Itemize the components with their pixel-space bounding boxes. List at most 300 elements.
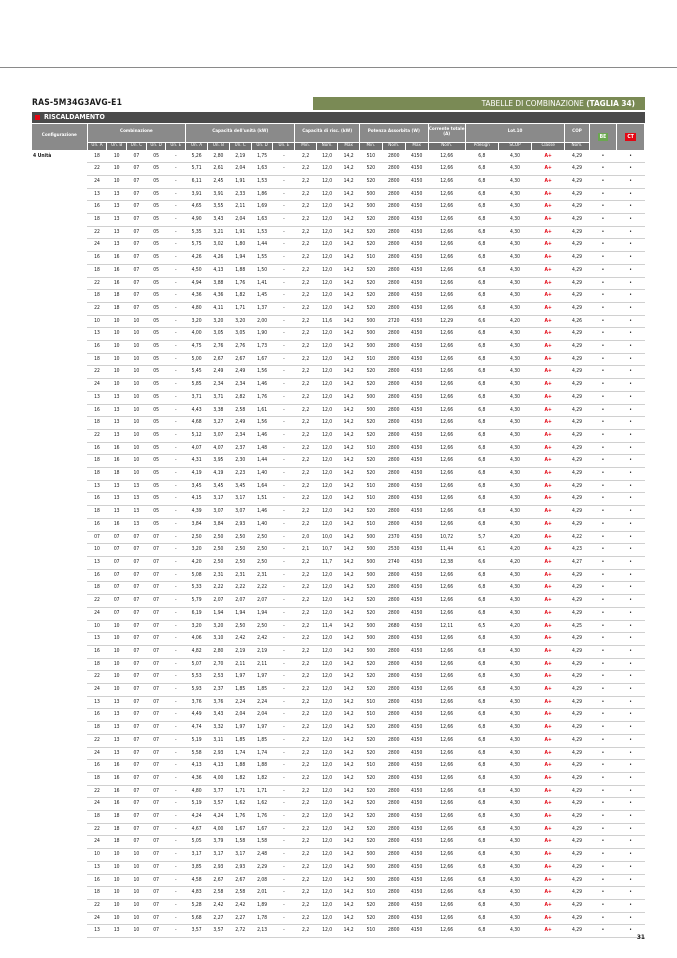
table-cell: 2,2 — [295, 417, 317, 430]
table-cell: 12,0 — [316, 671, 338, 684]
table-cell: 07 — [127, 811, 147, 824]
table-cell: 520 — [359, 671, 382, 684]
table-cell: • — [589, 645, 617, 658]
table-cell: 2,31 — [251, 569, 273, 582]
table-cell: 2,2 — [295, 429, 317, 442]
table-cell: 1,44 — [251, 455, 273, 468]
table-cell: 2,58 — [229, 404, 251, 417]
table-cell: 12,0 — [316, 239, 338, 252]
subheader-cell: Un. C — [127, 142, 147, 150]
table-cell: 520 — [359, 429, 382, 442]
subheader-cell: Un. E — [273, 142, 295, 150]
table-cell: 07 — [127, 175, 147, 188]
table-cell: 4,30 — [498, 633, 531, 646]
table-cell: 10 — [107, 620, 127, 633]
table-cell: 6,8 — [465, 912, 498, 925]
table-row — [32, 785, 645, 798]
table-cell: 4,26 — [208, 252, 230, 265]
energy-class-cell: A+ — [532, 341, 565, 354]
table-cell: 07 — [127, 582, 147, 595]
table-cell: - — [166, 214, 186, 227]
table-cell: 3,20 — [208, 620, 230, 633]
table-cell: 12,66 — [428, 175, 465, 188]
table-cell: - — [273, 290, 295, 303]
table-cell: 2800 — [382, 391, 405, 404]
table-cell: 4,30 — [498, 760, 531, 773]
table-row — [32, 912, 645, 925]
table-cell: 1,82 — [229, 772, 251, 785]
table-cell: 510 — [359, 442, 382, 455]
table-cell: 520 — [359, 277, 382, 290]
table-cell: 5,19 — [186, 798, 208, 811]
table-cell: 2720 — [382, 315, 405, 328]
table-cell: 1,37 — [251, 302, 273, 315]
table-cell: • — [589, 175, 617, 188]
table-cell: 4,30 — [498, 150, 531, 163]
configuration-cell — [32, 684, 87, 697]
table-cell: 12,0 — [316, 175, 338, 188]
table-cell: - — [166, 772, 186, 785]
configuration-cell — [32, 226, 87, 239]
table-cell: 12,66 — [428, 404, 465, 417]
table-cell: 10 — [127, 341, 147, 354]
table-cell: • — [617, 811, 645, 824]
table-cell: 2,50 — [208, 557, 230, 570]
table-cell: 22 — [87, 785, 107, 798]
table-cell: 12,66 — [428, 684, 465, 697]
table-cell: • — [617, 899, 645, 912]
table-cell: 2,76 — [229, 341, 251, 354]
table-cell: - — [166, 353, 186, 366]
table-cell: 520 — [359, 226, 382, 239]
table-cell: 24 — [87, 239, 107, 252]
table-cell: 2,50 — [208, 531, 230, 544]
table-cell: 18 — [87, 811, 107, 824]
table-row — [32, 607, 645, 620]
table-cell: 2,22 — [251, 582, 273, 595]
table-cell: 2,70 — [208, 658, 230, 671]
table-cell: 07 — [146, 620, 166, 633]
table-cell: 05 — [146, 302, 166, 315]
table-cell: • — [617, 569, 645, 582]
table-cell: 14,2 — [338, 341, 360, 354]
table-cell: 07 — [127, 252, 147, 265]
table-cell: 14,2 — [338, 899, 360, 912]
table-cell: 2,2 — [295, 150, 317, 163]
table-cell: 4150 — [405, 328, 428, 341]
table-cell: • — [617, 480, 645, 493]
table-cell: 13 — [87, 480, 107, 493]
energy-class-cell: A+ — [532, 582, 565, 595]
table-cell: 07 — [127, 709, 147, 722]
table-cell: 2,30 — [229, 455, 251, 468]
table-cell: 500 — [359, 620, 382, 633]
table-cell: 4150 — [405, 595, 428, 608]
table-cell: - — [273, 874, 295, 887]
table-cell: - — [166, 925, 186, 938]
table-cell: 12,0 — [316, 582, 338, 595]
table-cell: 4150 — [405, 785, 428, 798]
energy-class-cell: A+ — [532, 645, 565, 658]
table-cell: - — [166, 277, 186, 290]
table-cell: 1,97 — [251, 722, 273, 735]
table-cell: 13 — [107, 404, 127, 417]
table-cell: 6,8 — [465, 925, 498, 938]
table-cell: - — [273, 595, 295, 608]
table-cell: 2800 — [382, 353, 405, 366]
table-cell: 2,2 — [295, 912, 317, 925]
table-cell: 2800 — [382, 823, 405, 836]
col-capacita-unita: Capacità dell'unità (kW) — [186, 124, 295, 142]
table-cell: 4,29 — [565, 442, 589, 455]
table-cell: • — [617, 582, 645, 595]
table-cell: 11,44 — [428, 544, 465, 557]
table-cell: 07 — [146, 709, 166, 722]
table-cell: 6,8 — [465, 684, 498, 697]
table-cell: - — [166, 328, 186, 341]
table-cell: 14,2 — [338, 290, 360, 303]
table-cell: • — [617, 658, 645, 671]
table-cell: 3,57 — [208, 798, 230, 811]
table-cell: 12,66 — [428, 302, 465, 315]
table-cell: 1,53 — [251, 226, 273, 239]
table-cell: 2,93 — [229, 861, 251, 874]
table-cell: 12,66 — [428, 912, 465, 925]
table-cell: - — [166, 315, 186, 328]
table-row — [32, 836, 645, 849]
table-cell: 2,2 — [295, 836, 317, 849]
table-cell: 12,0 — [316, 379, 338, 392]
table-cell: • — [617, 353, 645, 366]
table-cell: 2,2 — [295, 290, 317, 303]
table-cell: 2,1 — [295, 544, 317, 557]
table-cell: 2,27 — [229, 912, 251, 925]
table-cell: - — [273, 811, 295, 824]
table-row — [32, 302, 645, 315]
table-cell: 13 — [107, 722, 127, 735]
table-cell: 4,29 — [565, 696, 589, 709]
table-cell: 4,30 — [498, 684, 531, 697]
table-row — [32, 226, 645, 239]
table-cell: 07 — [127, 531, 147, 544]
energy-class-cell: A+ — [532, 874, 565, 887]
table-cell: 07 — [146, 684, 166, 697]
table-cell: 2,2 — [295, 239, 317, 252]
configuration-cell — [32, 836, 87, 849]
table-row — [32, 531, 645, 544]
table-cell: - — [273, 607, 295, 620]
table-cell: 5,33 — [186, 582, 208, 595]
table-cell: 10 — [127, 366, 147, 379]
table-cell: 07 — [146, 633, 166, 646]
table-cell: • — [589, 772, 617, 785]
table-cell: 4,20 — [498, 620, 531, 633]
table-cell: 4150 — [405, 760, 428, 773]
table-cell: 2,23 — [229, 468, 251, 481]
table-cell: 12,0 — [316, 823, 338, 836]
table-cell: 4,30 — [498, 455, 531, 468]
table-row — [32, 201, 645, 214]
table-cell: 4,75 — [186, 341, 208, 354]
table-cell: 2800 — [382, 772, 405, 785]
table-cell: 11,7 — [316, 557, 338, 570]
table-cell: 16 — [87, 645, 107, 658]
table-cell: 510 — [359, 480, 382, 493]
table-cell: 4150 — [405, 201, 428, 214]
table-row — [32, 709, 645, 722]
table-cell: 12,66 — [428, 785, 465, 798]
table-cell: 4,06 — [186, 633, 208, 646]
table-cell: 14,2 — [338, 912, 360, 925]
table-cell: 2,2 — [295, 620, 317, 633]
table-cell: 6,8 — [465, 214, 498, 227]
table-cell: - — [273, 760, 295, 773]
table-cell: 4,30 — [498, 239, 531, 252]
table-cell: 6,8 — [465, 277, 498, 290]
table-cell: 2,31 — [208, 569, 230, 582]
table-cell: 2,31 — [229, 569, 251, 582]
table-cell: 2,50 — [251, 557, 273, 570]
table-cell: 6,8 — [465, 353, 498, 366]
table-cell: 12,66 — [428, 353, 465, 366]
table-cell: 4150 — [405, 607, 428, 620]
table-cell: 6,8 — [465, 417, 498, 430]
table-cell: 4,30 — [498, 252, 531, 265]
table-cell: - — [166, 861, 186, 874]
table-cell: 2,2 — [295, 925, 317, 938]
table-cell: 6,1 — [465, 544, 498, 557]
table-cell: 510 — [359, 518, 382, 531]
table-cell: 1,71 — [229, 785, 251, 798]
table-cell: 4150 — [405, 417, 428, 430]
energy-class-cell: A+ — [532, 239, 565, 252]
table-cell: 4,30 — [498, 811, 531, 824]
table-cell: 10 — [107, 899, 127, 912]
table-cell: 4,68 — [186, 417, 208, 430]
energy-class-cell: A+ — [532, 899, 565, 912]
table-cell: 4,30 — [498, 290, 531, 303]
table-cell: 14,2 — [338, 849, 360, 862]
table-cell: 1,71 — [251, 785, 273, 798]
table-cell: 4150 — [405, 404, 428, 417]
energy-class-cell: A+ — [532, 811, 565, 824]
table-cell: 18 — [107, 468, 127, 481]
table-cell: 07 — [127, 544, 147, 557]
table-cell: 16 — [87, 518, 107, 531]
table-cell: 07 — [127, 150, 147, 163]
table-cell: 4,30 — [498, 201, 531, 214]
table-cell: 2,2 — [295, 404, 317, 417]
table-cell: 5,08 — [186, 569, 208, 582]
table-cell: 07 — [146, 811, 166, 824]
table-cell: 2,13 — [251, 925, 273, 938]
table-cell: 520 — [359, 214, 382, 227]
table-cell: 520 — [359, 595, 382, 608]
table-cell: 3,17 — [208, 493, 230, 506]
table-cell: 07 — [146, 874, 166, 887]
table-cell: 5,79 — [186, 595, 208, 608]
table-cell: • — [589, 429, 617, 442]
table-cell: 6,8 — [465, 429, 498, 442]
table-cell: 6,8 — [465, 645, 498, 658]
table-cell: 07 — [146, 849, 166, 862]
table-cell: 4,27 — [565, 557, 589, 570]
table-cell: 16 — [87, 569, 107, 582]
table-cell: • — [617, 341, 645, 354]
table-cell: - — [166, 658, 186, 671]
table-cell: 4,24 — [186, 811, 208, 824]
table-cell: 4,20 — [498, 315, 531, 328]
table-cell: 12,66 — [428, 874, 465, 887]
table-cell: 2,82 — [229, 391, 251, 404]
table-cell: • — [589, 620, 617, 633]
table-cell: 4,30 — [498, 468, 531, 481]
table-row — [32, 366, 645, 379]
table-cell: 4150 — [405, 569, 428, 582]
table-cell: 12,0 — [316, 264, 338, 277]
table-cell: 2,61 — [208, 163, 230, 176]
configuration-cell — [32, 404, 87, 417]
table-cell: 4,29 — [565, 861, 589, 874]
table-cell: 07 — [146, 544, 166, 557]
table-cell: 2,42 — [229, 899, 251, 912]
table-cell: 13 — [107, 480, 127, 493]
table-cell: 4150 — [405, 684, 428, 697]
table-cell: 3,38 — [208, 404, 230, 417]
table-cell: 4,74 — [186, 722, 208, 735]
energy-class-cell: A+ — [532, 201, 565, 214]
table-cell: • — [617, 201, 645, 214]
table-cell: 05 — [146, 366, 166, 379]
table-cell: 4,30 — [498, 658, 531, 671]
table-cell: 6,8 — [465, 226, 498, 239]
table-cell: 22 — [87, 595, 107, 608]
table-row — [32, 582, 645, 595]
table-cell: 07 — [146, 722, 166, 735]
table-cell: • — [589, 302, 617, 315]
table-cell: 2,2 — [295, 506, 317, 519]
combination-table — [32, 124, 645, 938]
table-cell: 2800 — [382, 468, 405, 481]
table-cell: 2,53 — [208, 671, 230, 684]
table-cell: - — [273, 493, 295, 506]
energy-class-cell: A+ — [532, 544, 565, 557]
table-cell: 14,2 — [338, 315, 360, 328]
table-cell: - — [273, 518, 295, 531]
table-cell: 2,2 — [295, 201, 317, 214]
table-cell: - — [273, 899, 295, 912]
energy-class-cell: A+ — [532, 620, 565, 633]
table-cell: 07 — [127, 836, 147, 849]
table-cell: 3,79 — [208, 836, 230, 849]
table-cell: 12,66 — [428, 264, 465, 277]
table-cell: 07 — [146, 899, 166, 912]
table-cell: 3,45 — [208, 480, 230, 493]
table-cell: - — [273, 417, 295, 430]
energy-class-cell: A+ — [532, 264, 565, 277]
subheader-cell: Un. B — [107, 142, 127, 150]
table-cell: - — [273, 925, 295, 938]
table-cell: 05 — [146, 353, 166, 366]
table-cell: 4,29 — [565, 607, 589, 620]
table-cell: 14,2 — [338, 645, 360, 658]
table-cell: 4,29 — [565, 391, 589, 404]
table-cell: • — [589, 607, 617, 620]
table-cell: 12,66 — [428, 823, 465, 836]
table-cell: 2,04 — [229, 163, 251, 176]
table-cell: 24 — [87, 379, 107, 392]
table-cell: 2800 — [382, 569, 405, 582]
table-cell: 2800 — [382, 379, 405, 392]
table-cell: 10 — [127, 315, 147, 328]
table-cell: 5,28 — [186, 899, 208, 912]
table-cell: 14,2 — [338, 188, 360, 201]
table-cell: 13 — [107, 391, 127, 404]
table-cell: - — [273, 442, 295, 455]
table-cell: 05 — [146, 201, 166, 214]
table-cell: - — [166, 633, 186, 646]
table-cell: 2,2 — [295, 379, 317, 392]
table-cell: 10 — [107, 379, 127, 392]
table-cell: 4,30 — [498, 404, 531, 417]
table-cell: 520 — [359, 582, 382, 595]
table-cell: 07 — [127, 772, 147, 785]
table-cell: 1,40 — [251, 518, 273, 531]
table-cell: - — [273, 328, 295, 341]
table-cell: 10 — [127, 442, 147, 455]
table-cell: • — [589, 722, 617, 735]
table-cell: • — [589, 239, 617, 252]
table-cell: - — [273, 531, 295, 544]
table-cell: • — [617, 264, 645, 277]
energy-class-cell: A+ — [532, 163, 565, 176]
table-cell: 12,66 — [428, 582, 465, 595]
table-cell: • — [589, 658, 617, 671]
table-cell: 12,66 — [428, 493, 465, 506]
table-cell: 12,66 — [428, 188, 465, 201]
table-row — [32, 887, 645, 900]
table-cell: 13 — [87, 557, 107, 570]
table-cell: 2,42 — [251, 633, 273, 646]
table-cell: 4,29 — [565, 595, 589, 608]
table-row — [32, 480, 645, 493]
table-cell: 12,0 — [316, 277, 338, 290]
table-cell: • — [617, 226, 645, 239]
table-cell: 2800 — [382, 912, 405, 925]
table-cell: - — [166, 747, 186, 760]
table-cell: 10 — [127, 468, 147, 481]
energy-class-cell: A+ — [532, 785, 565, 798]
table-cell: 5,68 — [186, 912, 208, 925]
subheader-cell: Un. A — [186, 142, 208, 150]
table-cell: 4,29 — [565, 899, 589, 912]
table-cell: 4,29 — [565, 277, 589, 290]
table-cell: - — [166, 823, 186, 836]
table-row — [32, 595, 645, 608]
table-cell: 4150 — [405, 214, 428, 227]
table-cell: 14,2 — [338, 658, 360, 671]
table-cell: 2800 — [382, 277, 405, 290]
table-cell: 24 — [87, 747, 107, 760]
table-cell: 2,2 — [295, 684, 317, 697]
table-cell: 3,45 — [229, 480, 251, 493]
table-cell: 18 — [87, 264, 107, 277]
table-cell: - — [166, 150, 186, 163]
table-cell: 07 — [127, 239, 147, 252]
table-cell: • — [589, 480, 617, 493]
table-cell: 12,0 — [316, 722, 338, 735]
table-cell: 4,30 — [498, 429, 531, 442]
